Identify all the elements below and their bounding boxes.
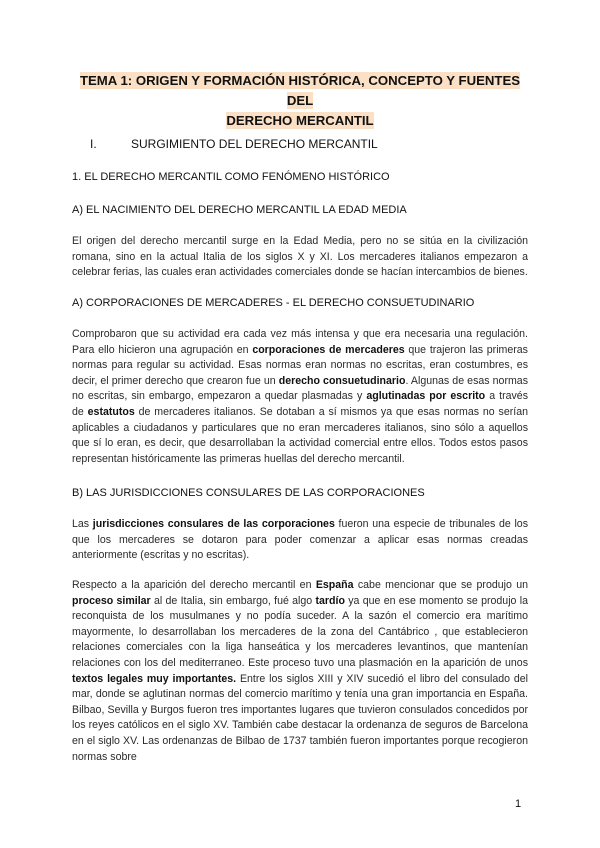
- p2-text-5: de mercaderes italianos. Se dotaban a sí mismos ya que esas normas no serían aplicables a ciudadanos y particulares que no eran mercaderes italianos, sino sólo a aquellos que sí lo eran, es decir, que desarrollaban la actividad comercial entre ellos. Todos estos pasos representan históricamente las primeras huellas del derecho mercantil.: [72, 405, 528, 465]
- p2-text-2: que trajeron las primeras normas para regular su actividad. Esas normas eran normas no escritas, eran costumbres, es decir, el primer derecho que crearon fue un: [72, 343, 528, 387]
- heading-a1: A) EL NACIMIENTO DEL DERECHO MERCANTIL LA EDAD MEDIA: [72, 204, 407, 216]
- p4-bold-3: tardío: [315, 594, 345, 607]
- p2-bold-4: estatutos: [87, 405, 135, 418]
- page-number: 1: [515, 798, 522, 810]
- p4-text-2: cabe mencionar que se produjo un: [353, 579, 529, 591]
- p2-bold-3: aglutinadas por escrito: [366, 390, 486, 403]
- document-title: [72, 71, 528, 131]
- heading-a2: A) CORPORACIONES DE MERCADERES - EL DERECHO CONSUETUDINARIO: [72, 297, 475, 309]
- p3-text-2: fueron una especie de tribunales de los que los mercaderes se dotaron para poder comenzar a aplicar esas normas creadas anteriormente (escritas y no escritas).: [72, 518, 528, 562]
- p4-bold-4: textos legales muy importantes.: [72, 672, 237, 685]
- paragraph-2: [72, 327, 528, 467]
- p4-bold-2: proceso similar: [72, 594, 151, 607]
- p4-text-4: ya que en ese momento se produjo la reconquista de los musulmanes y no podía suceder. A la sazón el comercio era marítimo mayormente, lo desarrollaban los mercaderes de la zona del Cantábrico , que establecieron relaciones comerciales con la liga hanseática y los mercaderes levantinos, que mantenían relaciones con los del mediterraneo. Este proceso tuvo una plasmación en la aparición de unos: [72, 594, 528, 669]
- paragraph-3: [72, 517, 528, 564]
- p2-bold-2: derecho consuetudinario: [278, 374, 406, 387]
- title-line-2: DERECHO MERCANTIL: [226, 113, 374, 128]
- section-number: I.: [90, 137, 97, 151]
- p4-bold-1: España: [315, 579, 354, 591]
- subheading-1: 1. EL DERECHO MERCANTIL COMO FENÓMENO HISTÓRICO: [72, 171, 390, 183]
- p2-text-4: a través de: [72, 390, 528, 418]
- section-label: SURGIMIENTO DEL DERECHO MERCANTIL: [131, 137, 378, 151]
- paragraph-4: [72, 578, 528, 765]
- paragraph-1: El origen del derecho mercantil surge en la Edad Media, pero no se sitúa en la civilización romana, sino en la actual Italia de los siglos X y XI. Los mercaderes italianos empezaron a celebrar ferias, las cuales eran actividades comerciales donde se hacían intercambios de bienes.: [72, 235, 528, 279]
- p2-text-3: . Algunas de esas normas no escritas, sin embargo, empezaron a quedar plasmadas y: [72, 374, 528, 403]
- section-heading: [90, 137, 378, 151]
- p4-text-3: al de Italia, sin embargo, fué algo: [150, 594, 316, 607]
- heading-b: B) LAS JURISDICCIONES CONSULARES DE LAS CORPORACIONES: [72, 487, 425, 499]
- p3-text-1: Las: [72, 518, 93, 530]
- title-line-1: TEMA 1: ORIGEN Y FORMACIÓN HISTÓRICA, CONCEPTO Y FUENTES DEL: [79, 73, 521, 108]
- p3-bold-1: jurisdicciones consulares de las corporaciones: [92, 518, 335, 530]
- p2-text-1: Comprobaron que su actividad era cada vez más intensa y que era necesaria una regulación. Para ello hicieron una agrupación en: [72, 328, 528, 356]
- p2-bold-1: corporaciones de mercaderes: [252, 343, 405, 356]
- p4-text-1: Respecto a la aparición del derecho mercantil en: [72, 579, 316, 591]
- p4-text-5: Entre los siglos XIII y XIV sucedió el libro del consulado del mar, donde se aglutinan normas del comercio marítimo y tenía una gran importancia en España. Bilbao, Sevilla y Burgos fueron tres importantes lugares que tuvieron consulados concedidos por los reyes católicos en el siglo XV. También cabe destacar la ordenanza de seguros de Barcelona en el siglo XV. Las ordenanzas de Bilbao de 1737 también fueron importantes porque recogieron normas sobre: [72, 672, 529, 763]
